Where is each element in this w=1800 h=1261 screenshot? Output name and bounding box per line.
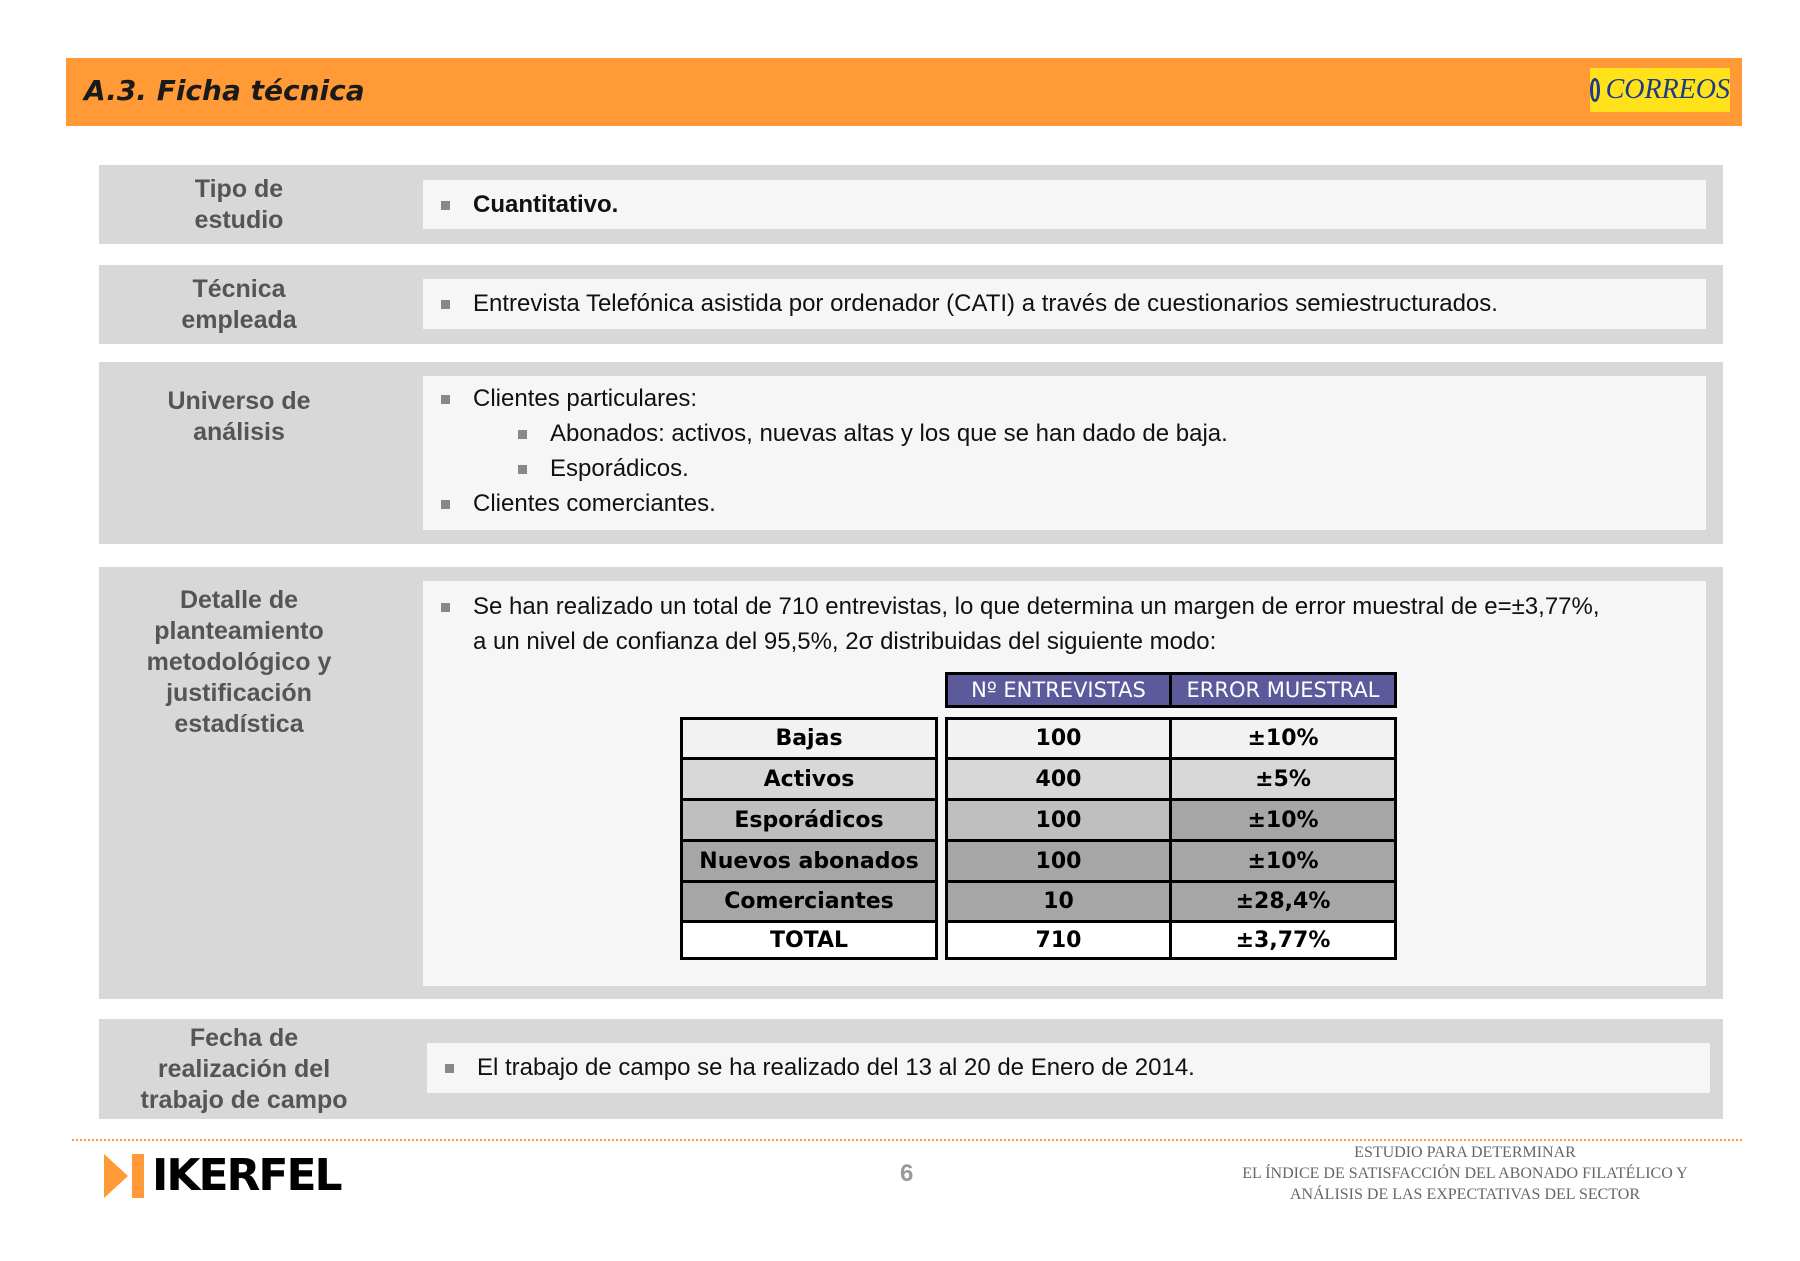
row-fecha (99, 1019, 1723, 1119)
bullet-item (423, 286, 1706, 321)
sub-bullet-item (423, 416, 1706, 451)
ikerfel-logo (104, 1150, 341, 1201)
bullet-text: El trabajo de campo se ha realizado del 13 al 20 de Enero de 2014. (477, 1054, 1195, 1081)
table-row-label: Bajas (680, 717, 938, 760)
bullet-item (423, 486, 1706, 521)
bullet-text: Cuantitativo. (473, 191, 619, 218)
square-bullet-icon (441, 603, 450, 612)
ikerfel-logo-text: IKERFEL (152, 1150, 341, 1201)
bullet-text-line1: Se han realizado un total de 710 entrevistas, lo que determina un margen de error muestral de e=±3,77%, (473, 593, 1600, 620)
footer-divider (72, 1139, 1742, 1141)
table-cell-n: 100 (945, 839, 1172, 883)
bullet-text: Clientes particulares: (473, 385, 698, 412)
square-bullet-icon (445, 1064, 454, 1073)
row-label: Técnica empleada (181, 275, 297, 334)
table-cell-err: ±10% (1169, 839, 1397, 883)
page-title: A.3. Ficha técnica (84, 74, 365, 107)
row-content (423, 180, 1706, 229)
bullet-item (423, 187, 1706, 222)
table-row-label: Nuevos abonados (680, 839, 938, 883)
chevron-right-icon (104, 1154, 128, 1198)
bullet-text: Esporádicos. (550, 455, 689, 482)
table-cell-err: ±3,77% (1169, 920, 1397, 960)
row-label: Detalle de planteamiento metodológico y justificación estadística (146, 586, 332, 738)
bullet-item (423, 381, 1706, 416)
post-horn-icon (1590, 78, 1600, 102)
study-title-line: ANÁLISIS DE LAS EXPECTATIVAS DEL SECTOR (1290, 1186, 1640, 1203)
table-row-label: Esporádicos (680, 798, 938, 842)
row-label: Fecha de realización del trabajo de campo (140, 1024, 348, 1114)
table-cell-n: 400 (945, 757, 1172, 801)
row-universo (99, 362, 1723, 544)
table-cell-n: 10 (945, 880, 1172, 923)
row-content (423, 376, 1706, 530)
page-number: 6 (900, 1160, 914, 1187)
square-bullet-icon (518, 465, 527, 474)
bullet-item (423, 589, 1706, 659)
table-cell-n: 710 (945, 920, 1172, 960)
row-tipo-estudio (99, 165, 1723, 244)
study-title (1195, 1142, 1735, 1205)
table-cell-n: 100 (945, 717, 1172, 760)
correos-logo (1590, 68, 1730, 112)
table-cell-err: ±28,4% (1169, 880, 1397, 923)
square-bullet-icon (441, 300, 450, 309)
row-label: Universo de análisis (167, 387, 311, 446)
square-bullet-icon (441, 201, 450, 210)
table-cell-err: ±5% (1169, 757, 1397, 801)
row-label: Tipo de estudio (194, 175, 284, 234)
bullet-text: Entrevista Telefónica asistida por ordenador (CATI) a través de cuestionarios semiestructurados. (473, 290, 1498, 317)
row-content (427, 1043, 1710, 1093)
bullet-text: Abonados: activos, nuevas altas y los que se han dado de baja. (550, 420, 1228, 447)
row-content (423, 279, 1706, 329)
bullet-item (427, 1050, 1710, 1085)
sub-bullet-item (423, 451, 1706, 486)
page-header (66, 58, 1742, 126)
table-header-entrevistas: Nº ENTREVISTAS (945, 672, 1172, 708)
study-title-line: ESTUDIO PARA DETERMINAR (1354, 1144, 1576, 1161)
square-bullet-icon (441, 500, 450, 509)
table-cell-err: ±10% (1169, 798, 1397, 842)
square-bullet-icon (441, 395, 450, 404)
logo-bar (132, 1154, 144, 1198)
study-title-line: EL ÍNDICE DE SATISFACCIÓN DEL ABONADO FILATÉLICO Y (1242, 1165, 1688, 1182)
table-row-total: TOTAL (680, 920, 938, 960)
square-bullet-icon (518, 430, 527, 439)
table-row-label: Comerciantes (680, 880, 938, 923)
table-row-label: Activos (680, 757, 938, 801)
bullet-text-line2: a un nivel de confianza del 95,5%, 2σ distribuidas del siguiente modo: (473, 628, 1217, 655)
table-cell-err: ±10% (1169, 717, 1397, 760)
correos-logo-text: CORREOS (1605, 74, 1730, 105)
bullet-text: Clientes comerciantes. (473, 490, 716, 517)
table-header-error: ERROR MUESTRAL (1169, 672, 1397, 708)
table-cell-n: 100 (945, 798, 1172, 842)
row-tecnica (99, 265, 1723, 344)
